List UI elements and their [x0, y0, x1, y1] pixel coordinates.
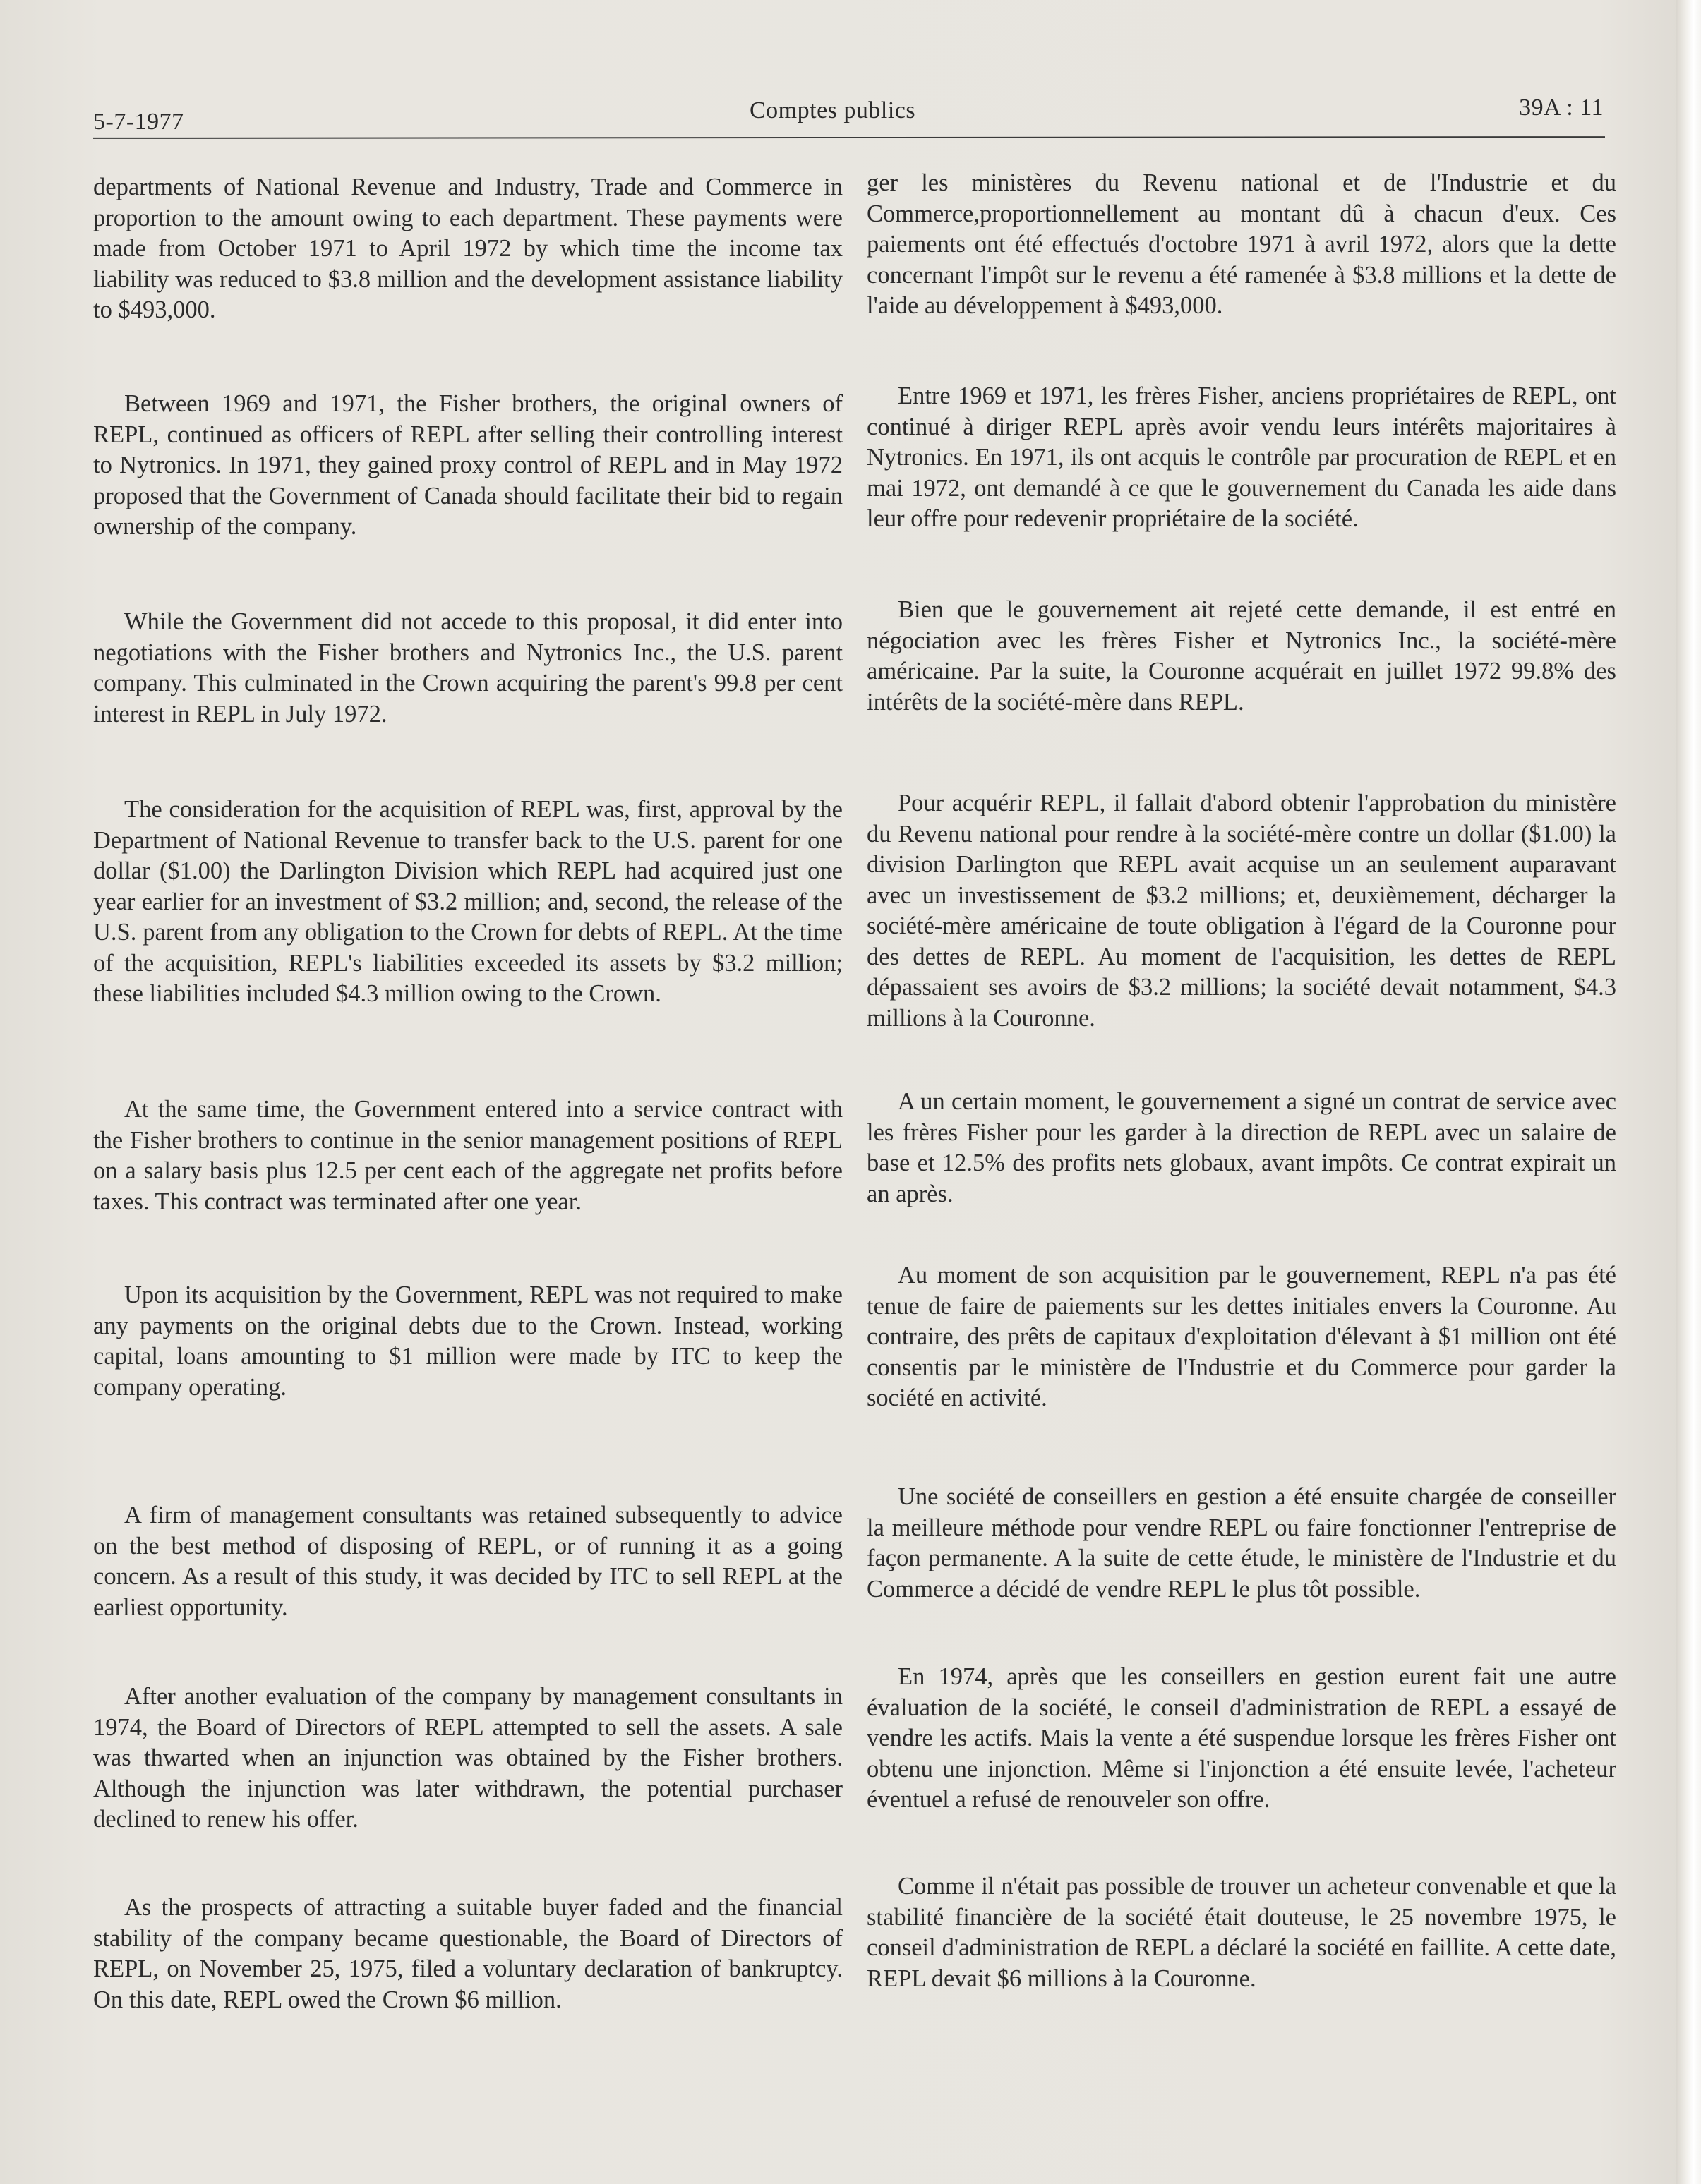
- fr-paragraph-4: Pour acquérir REPL, il fallait d'abord obtenir l'approbation du ministère du Revenu national pour rendre à la société-mère contre un dollar ($1.00) la division Darlington que REPL avait acquise un an seulement auparavant avec un investissement de $3.2 millions; et, deuxièmement, décharger la société-mère américaine de toute obligation à l'égard de la Couronne pour des dettes de REPL. Au moment de l'acquisition, les dettes de REPL dépassaient ses avoirs de $3.2 millions; la société devait notamment, $4.3 millions à la Couronne.: [867, 790, 1616, 1032]
- fr-paragraph-3: Bien que le gouvernement ait rejeté cette demande, il est entré en négociation avec les frères Fisher et Nytronics Inc., la société-mère américaine. Par la suite, la Couronne acquérait en juillet 1972 99.8% des intérêts de la société-mère dans REPL.: [867, 596, 1616, 716]
- fr-paragraph-9: Comme il n'était pas possible de trouver un acheteur convenable et que la stabilité financière de la société était douteuse, le 25 novembre 1975, le conseil d'administration de REPL a déclaré la société en faillite. A cette date, REPL devait $6 millions à la Couronne.: [867, 1873, 1616, 1992]
- en-paragraph-2: Between 1969 and 1971, the Fisher brothers, the original owners of REPL, continued as officers of REPL after selling their controlling interest to Nytronics. In 1971, they gained proxy control of REPL and in May 1972 proposed that the Government of Canada should facilitate their bid to regain ownership of the company.: [93, 390, 843, 540]
- fr-paragraph-5: A un certain moment, le gouvernement a signé un contrat de service avec les frères Fisher pour les garder à la direction de REPL avec un salaire de base et 12.5% des profits nets globaux, avant impôts. Ce contrat expirait un an après.: [867, 1088, 1616, 1207]
- fr-paragraph-6: Au moment de son acquisition par le gouvernement, REPL n'a pas été tenue de faire de paiements sur les dettes initiales envers la Couronne. Au contraire, des prêts de capitaux d'exploitation d'élevant à $1 million ont été consentis par le ministère de l'Industrie et du Commerce pour garder la société en activité.: [867, 1262, 1616, 1411]
- fr-paragraph-1: ger les ministères du Revenu national et de l'Industrie et du Commerce,proportionnellement au montant dû à chacun d'eux. Ces paiements ont été effectués d'octobre 1971 à avril 1972, alors que la dette concernant l'impôt sur le revenu a été ramenée à $3.8 millions et la dette de l'aide au développement à $493,000.: [867, 169, 1616, 319]
- header-page-number: 39A : 11: [1519, 95, 1604, 121]
- header-date: 5-7-1977: [93, 109, 184, 135]
- en-paragraph-4: The consideration for the acquisition of REPL was, first, approval by the Department of National Revenue to transfer back to the U.S. parent for one dollar ($1.00) the Darlington Division which REPL had acquired just one year earlier for an investment of $3.2 million; and, second, the release of the U.S. parent from any obligation to the Crown for debts of REPL. At the time of the acquisition, REPL's liabilities exceeded its assets by $3.2 million; these liabilities included $4.3 million owing to the Crown.: [93, 796, 843, 1007]
- header-title: Comptes publics: [750, 97, 916, 123]
- en-paragraph-7: A firm of management consultants was retained subsequently to advice on the best method of disposing of REPL, or of running it as a going concern. As a result of this study, it was decided by ITC to sell REPL at the earliest opportunity.: [93, 1502, 843, 1621]
- page-binding-edge: [1676, 0, 1701, 2184]
- en-paragraph-3: While the Government did not accede to this proposal, it did enter into negotiations with the Fisher brothers and Nytronics Inc., the U.S. parent company. This culminated in the Crown acquiring the parent's 99.8 per cent interest in REPL in July 1972.: [93, 608, 843, 728]
- en-paragraph-5: At the same time, the Government entered into a service contract with the Fisher brothers to continue in the senior management positions of REPL on a salary basis plus 12.5 per cent each of the aggregate net profits before taxes. This contract was terminated after one year.: [93, 1096, 843, 1215]
- fr-paragraph-2: Entre 1969 et 1971, les frères Fisher, anciens propriétaires de REPL, ont continué à diriger REPL après avoir vendu leurs intérêts majoritaires à Nytronics. En 1971, ils ont acquis le contrôle par procuration de REPL et en mai 1972, ont demandé à ce que le gouvernement du Canada les aide dans leur offre pour redevenir propriétaire de la société.: [867, 382, 1616, 532]
- en-paragraph-9: As the prospects of attracting a suitable buyer faded and the financial stability of the company became questionable, the Board of Directors of REPL, on November 25, 1975, filed a voluntary declaration of bankruptcy. On this date, REPL owed the Crown $6 million.: [93, 1894, 843, 2013]
- fr-paragraph-8: En 1974, après que les conseillers en gestion eurent fait une autre évaluation de la société, le conseil d'administration de REPL a essayé de vendre les actifs. Mais la vente a été suspendue lorsque les frères Fisher ont obtenu une injonction. Même si l'injonction a été ensuite levée, l'acheteur éventuel a refusé de renouveler son offre.: [867, 1663, 1616, 1813]
- en-paragraph-6: Upon its acquisition by the Government, REPL was not required to make any payments on the original debts due to the Crown. Instead, working capital, loans amounting to $1 million were made by ITC to keep the company operating.: [93, 1281, 843, 1401]
- page-header: [93, 95, 1604, 141]
- en-paragraph-8: After another evaluation of the company by management consultants in 1974, the Board of Directors of REPL attempted to sell the assets. A sale was thwarted when an injunction was obtained by the Fisher brothers. Although the injunction was later withdrawn, the potential purchaser declined to renew his offer.: [93, 1683, 843, 1833]
- fr-paragraph-7: Une société de conseillers en gestion a été ensuite chargée de conseiller la meilleure méthode pour vendre REPL ou faire fonctionner l'entreprise de façon permanente. A la suite de cette étude, le ministère de l'Industrie et du Commerce a décidé de vendre REPL le plus tôt possible.: [867, 1483, 1616, 1603]
- en-paragraph-1: departments of National Revenue and Industry, Trade and Commerce in proportion to the amount owing to each department. These payments were made from October 1971 to April 1972 by which time the income tax liability was reduced to $3.8 million and the development assistance liability to $493,000.: [93, 174, 843, 323]
